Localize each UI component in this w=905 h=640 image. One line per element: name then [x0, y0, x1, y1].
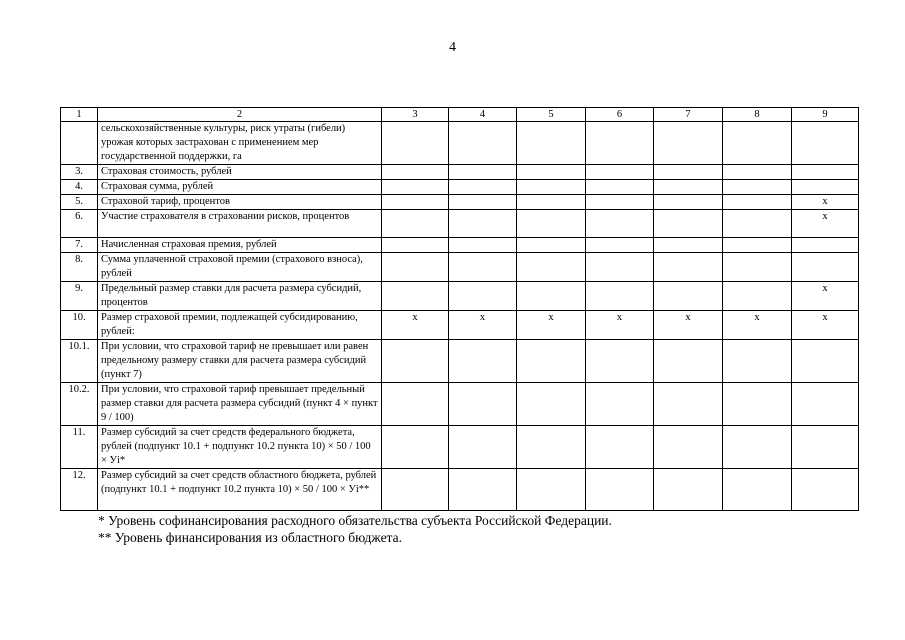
value-cell — [792, 469, 859, 511]
row-number: 9. — [61, 282, 98, 311]
value-cell — [723, 426, 792, 469]
value-cell: x — [792, 282, 859, 311]
row-description: Сумма уплаченной страховой премии (страхового взноса), рублей — [98, 253, 382, 282]
value-cell — [723, 383, 792, 426]
value-cell — [449, 165, 517, 180]
value-cell — [517, 195, 586, 210]
value-cell: x — [517, 311, 586, 340]
value-cell — [382, 210, 449, 238]
value-cell — [792, 426, 859, 469]
value-cell — [792, 253, 859, 282]
row-description: Предельный размер ставки для расчета размера субсидий, процентов — [98, 282, 382, 311]
row-description: сельскохозяйственные культуры, риск утраты (гибели) урожая которых застрахован с применением мер государственной поддержки, га — [98, 122, 382, 165]
row-number: 6. — [61, 210, 98, 238]
value-cell — [792, 165, 859, 180]
value-cell — [792, 238, 859, 253]
value-cell: x — [382, 311, 449, 340]
row-description: При условии, что страховой тариф превышает предельный размер ставки для расчета размера субсидий (пункт 4 × пункт 9 / 100) — [98, 383, 382, 426]
column-header: 8 — [723, 108, 792, 122]
row-description: При условии, что страховой тариф не превышает или равен предельному размеру ставки для расчета размера субсидий (пункт 7) — [98, 340, 382, 383]
row-number: 12. — [61, 469, 98, 511]
value-cell: x — [792, 311, 859, 340]
value-cell — [382, 426, 449, 469]
value-cell — [517, 383, 586, 426]
column-header: 7 — [654, 108, 723, 122]
footnote-regional-financing: ** Уровень финансирования из областного бюджета. — [98, 530, 402, 545]
value-cell — [654, 469, 723, 511]
value-cell — [792, 122, 859, 165]
value-cell — [382, 122, 449, 165]
value-cell — [723, 122, 792, 165]
table-row — [61, 426, 859, 469]
value-cell — [382, 282, 449, 311]
value-cell — [449, 180, 517, 195]
value-cell — [517, 238, 586, 253]
value-cell — [382, 238, 449, 253]
value-cell — [382, 340, 449, 383]
value-cell — [449, 122, 517, 165]
value-cell — [449, 469, 517, 511]
row-description: Страховая сумма, рублей — [98, 180, 382, 195]
column-header: 1 — [61, 108, 98, 122]
value-cell — [382, 383, 449, 426]
table-row — [61, 122, 859, 165]
row-description: Страховая стоимость, рублей — [98, 165, 382, 180]
value-cell — [654, 210, 723, 238]
row-number: 10.1. — [61, 340, 98, 383]
column-header: 9 — [792, 108, 859, 122]
value-cell — [449, 253, 517, 282]
value-cell — [586, 253, 654, 282]
value-cell — [586, 195, 654, 210]
table-row — [61, 165, 859, 180]
value-cell — [449, 210, 517, 238]
column-header: 4 — [449, 108, 517, 122]
subsidy-calculation-table — [60, 107, 859, 511]
table-row — [61, 383, 859, 426]
table-row — [61, 469, 859, 511]
value-cell — [382, 469, 449, 511]
table-row — [61, 195, 859, 210]
row-description: Страховой тариф, процентов — [98, 195, 382, 210]
row-number — [61, 122, 98, 165]
value-cell — [586, 180, 654, 195]
table-row — [61, 238, 859, 253]
value-cell — [654, 180, 723, 195]
value-cell — [517, 180, 586, 195]
value-cell — [792, 383, 859, 426]
value-cell — [517, 426, 586, 469]
value-cell — [586, 165, 654, 180]
value-cell — [723, 469, 792, 511]
value-cell — [586, 238, 654, 253]
column-header: 2 — [98, 108, 382, 122]
value-cell — [517, 165, 586, 180]
value-cell: x — [792, 210, 859, 238]
value-cell — [517, 210, 586, 238]
value-cell: x — [723, 311, 792, 340]
row-number: 10. — [61, 311, 98, 340]
row-number: 8. — [61, 253, 98, 282]
value-cell — [654, 122, 723, 165]
value-cell — [723, 282, 792, 311]
value-cell — [654, 340, 723, 383]
value-cell: x — [586, 311, 654, 340]
column-header: 3 — [382, 108, 449, 122]
value-cell — [382, 165, 449, 180]
table-header-row — [61, 108, 859, 122]
value-cell — [586, 282, 654, 311]
row-description: Размер субсидий за счет средств федерального бюджета, рублей (подпункт 10.1 + подпункт 10.2 пункта 10) × 50 / 100 × Уi* — [98, 426, 382, 469]
table-row — [61, 180, 859, 195]
value-cell — [792, 340, 859, 383]
value-cell — [586, 340, 654, 383]
value-cell — [449, 340, 517, 383]
value-cell — [449, 195, 517, 210]
column-header: 6 — [586, 108, 654, 122]
row-number: 10.2. — [61, 383, 98, 426]
value-cell — [586, 122, 654, 165]
footnotes — [98, 512, 612, 546]
value-cell — [382, 253, 449, 282]
value-cell — [517, 282, 586, 311]
table-row — [61, 340, 859, 383]
value-cell — [654, 165, 723, 180]
value-cell — [723, 253, 792, 282]
row-number: 11. — [61, 426, 98, 469]
value-cell — [449, 426, 517, 469]
row-description: Начисленная страховая премия, рублей — [98, 238, 382, 253]
row-description: Участие страхователя в страховании рисков, процентов — [98, 210, 382, 238]
row-number: 7. — [61, 238, 98, 253]
value-cell — [517, 469, 586, 511]
value-cell — [654, 383, 723, 426]
value-cell — [517, 340, 586, 383]
table-row — [61, 253, 859, 282]
row-number: 4. — [61, 180, 98, 195]
row-description: Размер субсидий за счет средств областного бюджета, рублей (подпункт 10.1 + подпункт 10.2 пункта 10) × 50 / 100 × Уi** — [98, 469, 382, 511]
value-cell — [723, 165, 792, 180]
value-cell — [586, 469, 654, 511]
value-cell — [654, 238, 723, 253]
value-cell — [586, 210, 654, 238]
value-cell — [449, 238, 517, 253]
value-cell — [449, 282, 517, 311]
value-cell — [517, 253, 586, 282]
value-cell — [723, 180, 792, 195]
row-number: 5. — [61, 195, 98, 210]
value-cell — [517, 122, 586, 165]
row-description: Размер страховой премии, подлежащей субсидированию, рублей: — [98, 311, 382, 340]
table-row — [61, 311, 859, 340]
value-cell — [382, 195, 449, 210]
table-row — [61, 282, 859, 311]
value-cell — [723, 210, 792, 238]
value-cell — [654, 426, 723, 469]
value-cell — [792, 180, 859, 195]
value-cell — [382, 180, 449, 195]
value-cell — [654, 282, 723, 311]
value-cell: x — [449, 311, 517, 340]
value-cell: x — [792, 195, 859, 210]
value-cell — [586, 383, 654, 426]
value-cell — [654, 253, 723, 282]
table-row — [61, 210, 859, 238]
page-number: 4 — [449, 40, 456, 55]
column-header: 5 — [517, 108, 586, 122]
value-cell — [654, 195, 723, 210]
value-cell: x — [654, 311, 723, 340]
value-cell — [723, 340, 792, 383]
value-cell — [586, 426, 654, 469]
value-cell — [723, 195, 792, 210]
footnote-cofinancing: * Уровень софинансирования расходного обязательства субъекта Российской Федерации. — [98, 513, 612, 528]
row-number: 3. — [61, 165, 98, 180]
value-cell — [723, 238, 792, 253]
value-cell — [449, 383, 517, 426]
